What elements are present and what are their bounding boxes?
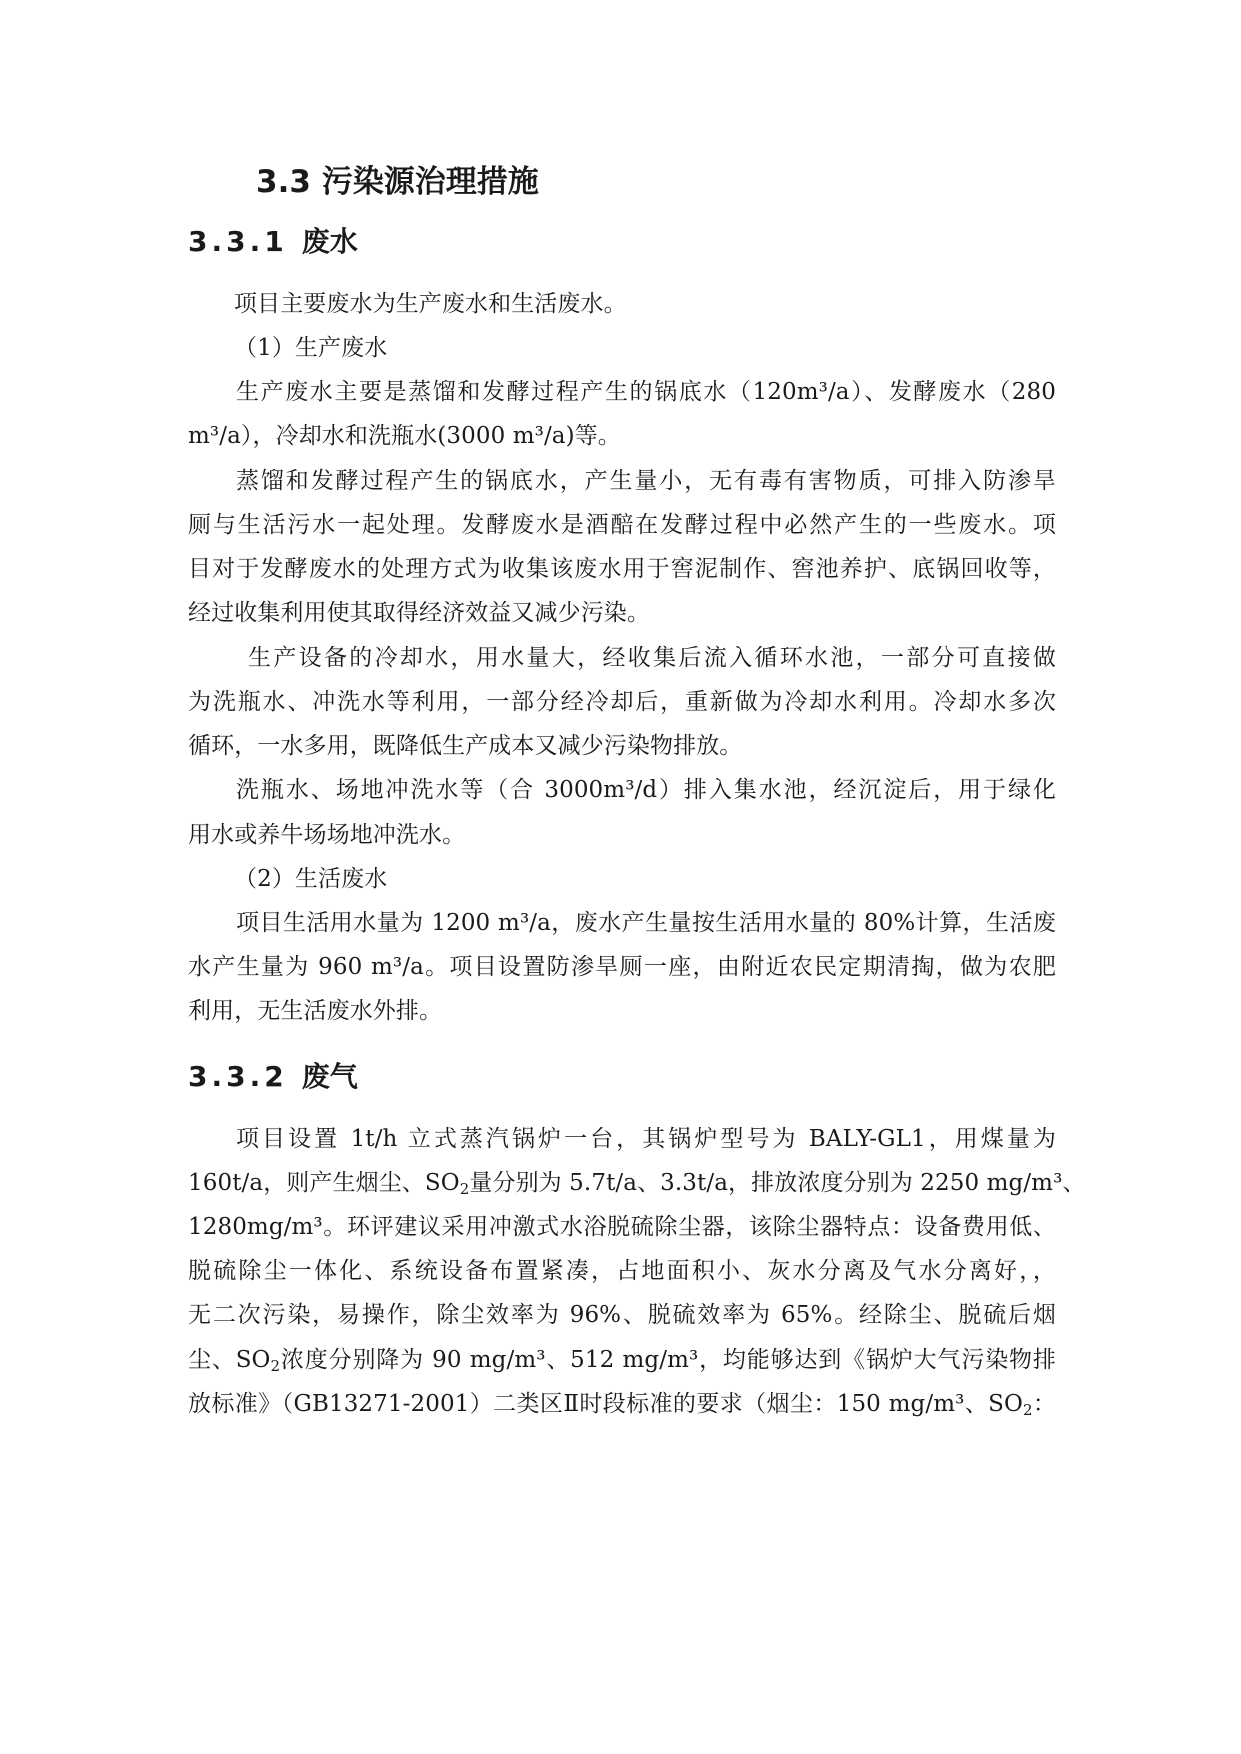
paragraph-line: m³/a），冷却水和洗瓶水(3000 m³/a)等。 xyxy=(188,423,621,449)
paragraph-line: 1280mg/m³。环评建议采用冲激式水浴脱硫除尘器，该除尘器特点：设备费用低、 xyxy=(188,1214,1056,1240)
paragraph-line: 利用，无生活废水外排。 xyxy=(188,998,443,1024)
paragraph-line xyxy=(188,1168,1086,1198)
paragraph-line: 为洗瓶水、冲洗水等利用，一部分经冷却后，重新做为冷却水利用。冷却水多次 xyxy=(188,689,1056,715)
paragraph-line: 用水或养牛场场地冲洗水。 xyxy=(188,822,466,848)
paragraph-line: 无二次污染，易操作，除尘效率为 96%、脱硫效率为 65%。经除尘、脱硫后烟 xyxy=(188,1302,1056,1328)
paragraph-line: 经过收集利用使其取得经济效益又减少污染。 xyxy=(188,600,650,626)
list-heading-domestic: （2）生活废水 xyxy=(234,866,388,892)
text-run: ： xyxy=(1032,1391,1056,1417)
paragraph-line: 蒸馏和发酵过程产生的锅底水，产生量小，无有毒有害物质，可排入防渗旱 xyxy=(236,468,1056,494)
paragraph-line xyxy=(188,1389,1056,1419)
subsection-heading-wastewater xyxy=(188,222,358,262)
paragraph-line: 洗瓶水、场地冲洗水等（合 3000m³/d）排入集水池，经沉淀后，用于绿化 xyxy=(236,777,1056,803)
paragraph-line: 生产设备的冷却水，用水量大，经收集后流入循环水池，一部分可直接做 xyxy=(248,645,1056,671)
text-run: 尘、SO xyxy=(188,1347,271,1373)
subscript: 2 xyxy=(270,1357,281,1375)
paragraph-line xyxy=(188,1345,1056,1375)
paragraph-line: 脱硫除尘一体化、系统设备布置紧凑，占地面积小、灰水分离及气水分离好，， xyxy=(188,1258,1056,1284)
list-heading-production: （1）生产废水 xyxy=(234,335,388,361)
subsection-number: 3.3.1 xyxy=(188,225,288,258)
subscript: 2 xyxy=(459,1180,470,1198)
subscript: 2 xyxy=(1022,1401,1033,1419)
paragraph-line: 厕与生活污水一起处理。发酵废水是酒醅在发酵过程中必然产生的一些废水。项 xyxy=(188,512,1056,538)
text-run: 浓度分别降为 90 mg/m³、512 mg/m³，均能够达到《锅炉大气污染物排 xyxy=(280,1347,1056,1373)
paragraph-line: 项目设置 1t/h 立式蒸汽锅炉一台，其锅炉型号为 BALY-GL1，用煤量为 xyxy=(236,1126,1056,1152)
paragraph-line: 水产生量为 960 m³/a。项目设置防渗旱厕一座，由附近农民定期清掏，做为农肥 xyxy=(188,954,1056,980)
text-run: 量分别为 5.7t/a、3.3t/a，排放浓度分别为 2250 mg/m³、 xyxy=(469,1170,1086,1196)
paragraph-line: 循环，一水多用，既降低生产成本又减少污染物排放。 xyxy=(188,733,743,759)
paragraph-line: 目对于发酵废水的处理方式为收集该废水用于窖泥制作、窖池养护、底锅回收等， xyxy=(188,556,1056,582)
paragraph-line: 生产废水主要是蒸馏和发酵过程产生的锅底水（120m³/a）、发酵废水（280 xyxy=(236,379,1056,405)
text-run: 160t/a，则产生烟尘、SO xyxy=(188,1170,460,1196)
paragraph-line: 项目生活用水量为 1200 m³/a，废水产生量按生活用水量的 80%计算，生活废 xyxy=(236,910,1056,936)
subsection-number: 3.3.2 xyxy=(188,1060,288,1093)
section-title: 3.3 污染源治理措施 xyxy=(256,164,539,200)
text-run: 放标准》（GB13271-2001）二类区Ⅱ时段标准的要求（烟尘：150 mg/m³、SO xyxy=(188,1391,1023,1417)
subsection-heading-exhaust xyxy=(188,1057,358,1097)
subsection-title: 废水 xyxy=(301,225,358,258)
paragraph-line: 项目主要废水为生产废水和生活废水。 xyxy=(234,291,627,317)
subsection-title: 废气 xyxy=(301,1060,358,1093)
